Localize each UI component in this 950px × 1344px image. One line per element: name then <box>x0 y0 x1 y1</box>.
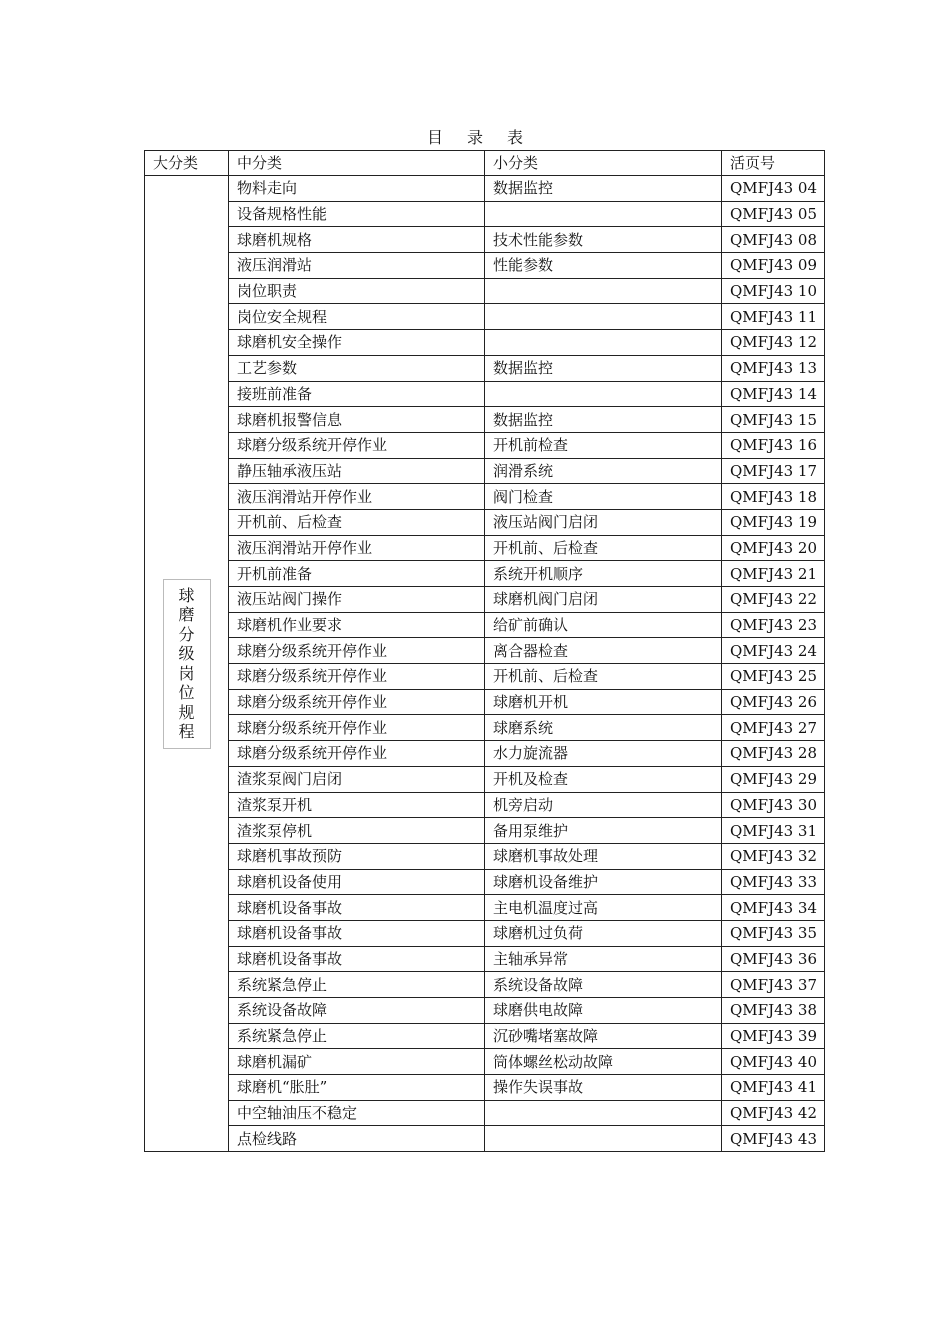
mid-category-cell: 球磨分级系统开停作业 <box>229 715 485 741</box>
mid-category-cell: 球磨机设备使用 <box>229 869 485 895</box>
header-big-category: 大分类 <box>145 151 229 176</box>
page-number-cell: QMFJ43 12 <box>722 330 825 356</box>
table-row <box>145 201 825 227</box>
small-category-cell: 水力旋流器 <box>485 741 722 767</box>
small-category-cell <box>485 278 722 304</box>
mid-category-cell: 岗位职责 <box>229 278 485 304</box>
table-row <box>145 535 825 561</box>
page-number-cell: QMFJ43 30 <box>722 792 825 818</box>
small-category-cell: 数据监控 <box>485 176 722 202</box>
mid-category-cell: 渣浆泵阀门启闭 <box>229 766 485 792</box>
mid-category-cell: 球磨机作业要求 <box>229 612 485 638</box>
table-header-row <box>145 151 825 176</box>
mid-category-cell: 岗位安全规程 <box>229 304 485 330</box>
mid-category-cell: 球磨机事故预防 <box>229 843 485 869</box>
mid-category-cell: 静压轴承液压站 <box>229 458 485 484</box>
mid-category-cell: 液压润滑站开停作业 <box>229 535 485 561</box>
page-number-cell: QMFJ43 35 <box>722 920 825 946</box>
page-number-cell: QMFJ43 21 <box>722 561 825 587</box>
table-row <box>145 432 825 458</box>
table-row <box>145 792 825 818</box>
page-number-cell: QMFJ43 25 <box>722 664 825 690</box>
page-number-cell: QMFJ43 41 <box>722 1075 825 1101</box>
small-category-cell: 给矿前确认 <box>485 612 722 638</box>
small-category-cell: 开机前检查 <box>485 432 722 458</box>
table-row <box>145 227 825 253</box>
header-page-number: 活页号 <box>722 151 825 176</box>
small-category-cell: 操作失误事故 <box>485 1075 722 1101</box>
mid-category-cell: 液压润滑站 <box>229 253 485 279</box>
mid-category-cell: 球磨分级系统开停作业 <box>229 638 485 664</box>
mid-category-cell: 中空轴油压不稳定 <box>229 1100 485 1126</box>
mid-category-cell: 渣浆泵开机 <box>229 792 485 818</box>
small-category-cell: 阀门检查 <box>485 484 722 510</box>
page-number-cell: QMFJ43 13 <box>722 355 825 381</box>
table-row <box>145 689 825 715</box>
big-category-char: 分 <box>178 624 195 644</box>
page-number-cell: QMFJ43 11 <box>722 304 825 330</box>
mid-category-cell: 液压润滑站开停作业 <box>229 484 485 510</box>
big-category-cell <box>145 176 229 1152</box>
table-row <box>145 818 825 844</box>
mid-category-cell: 系统紧急停止 <box>229 972 485 998</box>
small-category-cell <box>485 201 722 227</box>
small-category-cell: 润滑系统 <box>485 458 722 484</box>
small-category-cell: 离合器检查 <box>485 638 722 664</box>
mid-category-cell: 开机前准备 <box>229 561 485 587</box>
table-row <box>145 253 825 279</box>
page-number-cell: QMFJ43 10 <box>722 278 825 304</box>
table-row <box>145 766 825 792</box>
small-category-cell: 主轴承异常 <box>485 946 722 972</box>
table-row <box>145 1126 825 1152</box>
big-category-char: 程 <box>178 722 195 742</box>
table-row <box>145 381 825 407</box>
page-number-cell: QMFJ43 19 <box>722 509 825 535</box>
page-number-cell: QMFJ43 14 <box>722 381 825 407</box>
table-row <box>145 920 825 946</box>
small-category-cell: 数据监控 <box>485 355 722 381</box>
small-category-cell: 性能参数 <box>485 253 722 279</box>
page-number-cell: QMFJ43 39 <box>722 1023 825 1049</box>
table-row <box>145 176 825 202</box>
mid-category-cell: 球磨分级系统开停作业 <box>229 741 485 767</box>
mid-category-cell: 球磨机漏矿 <box>229 1049 485 1075</box>
small-category-cell: 系统设备故障 <box>485 972 722 998</box>
mid-category-cell: 球磨机设备事故 <box>229 946 485 972</box>
mid-category-cell: 系统紧急停止 <box>229 1023 485 1049</box>
big-category-char: 球 <box>178 585 195 605</box>
page-number-cell: QMFJ43 27 <box>722 715 825 741</box>
small-category-cell: 球磨系统 <box>485 715 722 741</box>
mid-category-cell: 设备规格性能 <box>229 201 485 227</box>
table-row <box>145 895 825 921</box>
small-category-cell: 球磨供电故障 <box>485 998 722 1024</box>
table-row <box>145 612 825 638</box>
small-category-cell: 液压站阀门启闭 <box>485 509 722 535</box>
page-number-cell: QMFJ43 15 <box>722 407 825 433</box>
table-row <box>145 587 825 613</box>
table-row <box>145 355 825 381</box>
table-row <box>145 1100 825 1126</box>
mid-category-cell: 球磨分级系统开停作业 <box>229 432 485 458</box>
mid-category-cell: 工艺参数 <box>229 355 485 381</box>
toc-table <box>144 150 825 1152</box>
small-category-cell: 系统开机顺序 <box>485 561 722 587</box>
page-number-cell: QMFJ43 09 <box>722 253 825 279</box>
page-number-cell: QMFJ43 24 <box>722 638 825 664</box>
mid-category-cell: 球磨机设备事故 <box>229 920 485 946</box>
page-number-cell: QMFJ43 43 <box>722 1126 825 1152</box>
big-category-char: 位 <box>178 683 195 703</box>
small-category-cell <box>485 304 722 330</box>
table-row <box>145 561 825 587</box>
table-row <box>145 484 825 510</box>
small-category-cell: 数据监控 <box>485 407 722 433</box>
mid-category-cell: 点检线路 <box>229 1126 485 1152</box>
table-row <box>145 998 825 1024</box>
table-row <box>145 278 825 304</box>
mid-category-cell: 球磨机安全操作 <box>229 330 485 356</box>
page-number-cell: QMFJ43 05 <box>722 201 825 227</box>
table-row <box>145 330 825 356</box>
mid-category-cell: 系统设备故障 <box>229 998 485 1024</box>
page-number-cell: QMFJ43 16 <box>722 432 825 458</box>
big-category-char: 规 <box>178 702 195 722</box>
mid-category-cell: 液压站阀门操作 <box>229 587 485 613</box>
table-row <box>145 407 825 433</box>
page-number-cell: QMFJ43 29 <box>722 766 825 792</box>
page-number-cell: QMFJ43 33 <box>722 869 825 895</box>
big-category-char: 岗 <box>178 663 195 683</box>
small-category-cell: 机旁启动 <box>485 792 722 818</box>
page-number-cell: QMFJ43 26 <box>722 689 825 715</box>
page-number-cell: QMFJ43 38 <box>722 998 825 1024</box>
page-number-cell: QMFJ43 32 <box>722 843 825 869</box>
small-category-cell: 开机前、后检查 <box>485 535 722 561</box>
small-category-cell: 筒体螺丝松动故障 <box>485 1049 722 1075</box>
page-number-cell: QMFJ43 40 <box>722 1049 825 1075</box>
page-number-cell: QMFJ43 18 <box>722 484 825 510</box>
small-category-cell: 开机及检查 <box>485 766 722 792</box>
small-category-cell: 备用泵维护 <box>485 818 722 844</box>
small-category-cell: 技术性能参数 <box>485 227 722 253</box>
mid-category-cell: 渣浆泵停机 <box>229 818 485 844</box>
page-number-cell: QMFJ43 08 <box>722 227 825 253</box>
document-title: 目录表 <box>426 128 547 147</box>
page-number-cell: QMFJ43 20 <box>722 535 825 561</box>
table-row <box>145 869 825 895</box>
page-number-cell: QMFJ43 23 <box>722 612 825 638</box>
small-category-cell: 球磨机开机 <box>485 689 722 715</box>
page-number-cell: QMFJ43 36 <box>722 946 825 972</box>
header-mid-category: 中分类 <box>229 151 485 176</box>
mid-category-cell: 球磨机报警信息 <box>229 407 485 433</box>
page-number-cell: QMFJ43 28 <box>722 741 825 767</box>
small-category-cell: 球磨机过负荷 <box>485 920 722 946</box>
small-category-cell: 球磨机阀门启闭 <box>485 587 722 613</box>
header-small-category: 小分类 <box>485 151 722 176</box>
table-row <box>145 304 825 330</box>
page-number-cell: QMFJ43 04 <box>722 176 825 202</box>
table-row <box>145 638 825 664</box>
table-row <box>145 946 825 972</box>
mid-category-cell: 开机前、后检查 <box>229 509 485 535</box>
mid-category-cell: 球磨机设备事故 <box>229 895 485 921</box>
mid-category-cell: 物料走向 <box>229 176 485 202</box>
table-row <box>145 1023 825 1049</box>
table-row <box>145 741 825 767</box>
mid-category-cell: 球磨机“胀肚” <box>229 1075 485 1101</box>
page-number-cell: QMFJ43 17 <box>722 458 825 484</box>
table-row <box>145 664 825 690</box>
small-category-cell <box>485 1100 722 1126</box>
table-row <box>145 509 825 535</box>
page-number-cell: QMFJ43 37 <box>722 972 825 998</box>
big-category-char: 磨 <box>178 605 195 625</box>
small-category-cell <box>485 330 722 356</box>
small-category-cell: 球磨机事故处理 <box>485 843 722 869</box>
mid-category-cell: 球磨分级系统开停作业 <box>229 664 485 690</box>
small-category-cell: 开机前、后检查 <box>485 664 722 690</box>
small-category-cell: 沉砂嘴堵塞故障 <box>485 1023 722 1049</box>
page-number-cell: QMFJ43 34 <box>722 895 825 921</box>
big-category-label <box>163 579 211 749</box>
big-category-char: 级 <box>178 644 195 664</box>
page-number-cell: QMFJ43 22 <box>722 587 825 613</box>
mid-category-cell: 球磨机规格 <box>229 227 485 253</box>
table-row <box>145 1049 825 1075</box>
small-category-cell <box>485 381 722 407</box>
table-row <box>145 1075 825 1101</box>
table-row <box>145 972 825 998</box>
table-row <box>145 843 825 869</box>
toc-body <box>145 176 825 1152</box>
table-row <box>145 458 825 484</box>
small-category-cell <box>485 1126 722 1152</box>
mid-category-cell: 接班前准备 <box>229 381 485 407</box>
page-number-cell: QMFJ43 31 <box>722 818 825 844</box>
page-number-cell: QMFJ43 42 <box>722 1100 825 1126</box>
table-row <box>145 715 825 741</box>
small-category-cell: 球磨机设备维护 <box>485 869 722 895</box>
mid-category-cell: 球磨分级系统开停作业 <box>229 689 485 715</box>
small-category-cell: 主电机温度过高 <box>485 895 722 921</box>
